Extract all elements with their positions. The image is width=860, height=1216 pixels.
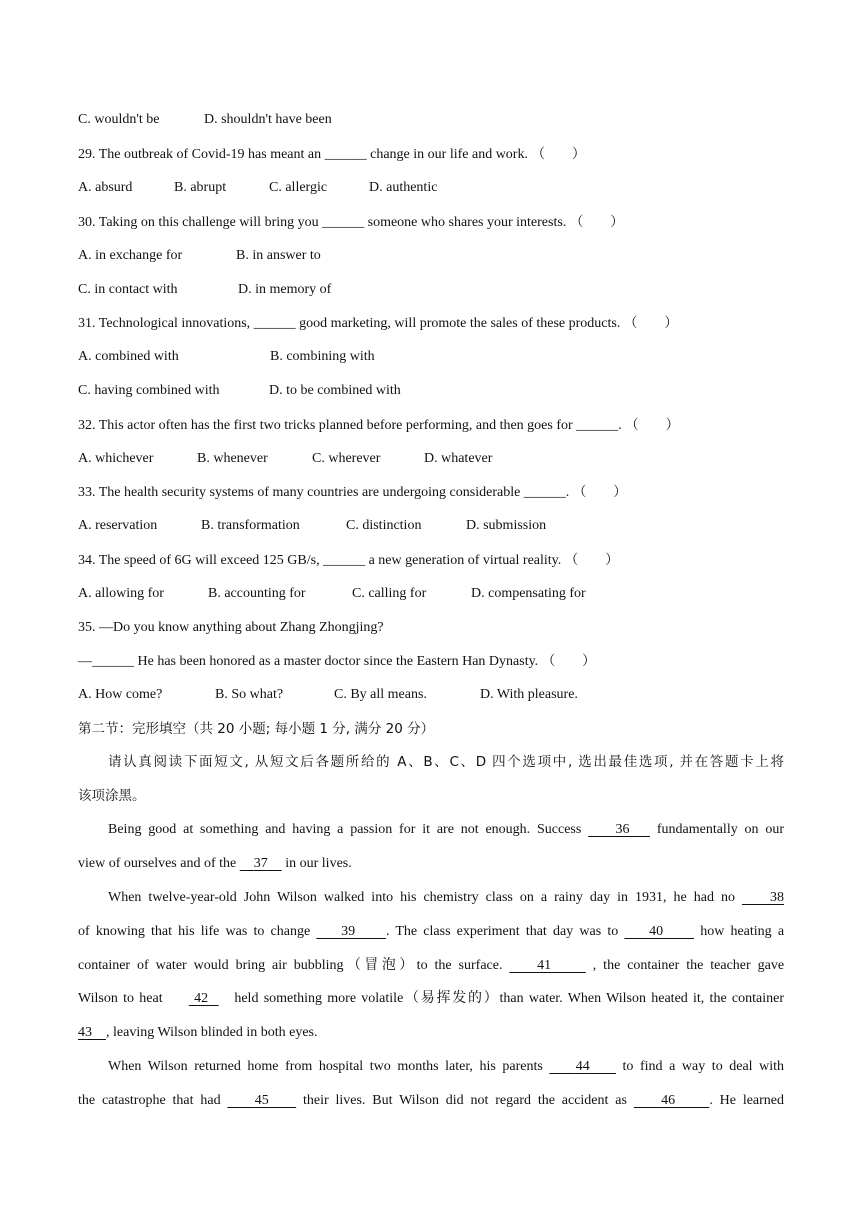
option: B. accounting for	[208, 586, 306, 601]
question-29-options	[78, 179, 437, 197]
blank-37	[240, 856, 282, 871]
blank-number: 43	[78, 1025, 92, 1040]
blank-36	[588, 822, 650, 837]
passage-line	[108, 821, 784, 839]
passage-text: . He learned	[709, 1093, 785, 1108]
passage-text: Being good at something and having a passion for it are not enough. Success	[108, 822, 582, 837]
option: A. How come?	[78, 687, 163, 702]
option: D. compensating for	[471, 586, 586, 601]
question-32-stem	[78, 416, 679, 435]
blank-38	[742, 890, 784, 905]
question-35-stem	[78, 619, 384, 637]
option: A. whichever	[78, 451, 154, 466]
passage-text: in our lives.	[285, 856, 352, 871]
option: C. By all means.	[334, 687, 427, 702]
passage-text: their lives. But Wilson did not regard the accident as	[302, 1093, 627, 1108]
blank-number: 41	[537, 958, 552, 973]
passage-line	[78, 923, 784, 941]
q28-options	[78, 111, 332, 129]
blank-number: 45	[254, 1093, 269, 1108]
blank-45	[227, 1093, 296, 1108]
passage-line	[78, 1092, 784, 1110]
passage-line	[78, 855, 352, 873]
answer-paren: （ ）	[625, 417, 680, 433]
blank-41	[509, 958, 585, 973]
blank-44	[549, 1059, 616, 1074]
passage-text: , leaving Wilson blinded in both eyes.	[106, 1025, 318, 1040]
option: B. combining with	[270, 349, 375, 364]
passage-text: held something more volatile（易挥发的）than water. When Wilson heated it, the container	[234, 991, 784, 1006]
option: D. to be combined with	[269, 383, 401, 398]
question-text: 31. Technological innovations, ______ good marketing, will promote the sales of these products.	[78, 316, 621, 331]
option: C. allergic	[269, 180, 328, 195]
blank-40	[624, 924, 694, 939]
answer-paren: （ ）	[569, 214, 624, 230]
passage-text: view of ourselves and of the	[78, 856, 237, 871]
option: A. reservation	[78, 518, 158, 533]
option: C. having combined with	[78, 383, 220, 398]
question-33-options	[78, 517, 546, 535]
option: D. With pleasure.	[480, 687, 578, 702]
section-instructions: 请认真阅读下面短文, 从短文后各题所给的 A、B、C、D 四个选项中, 选出最佳选项, 并在答题卡上将	[108, 754, 784, 770]
passage-text: . The class experiment that day was to	[385, 924, 619, 939]
question-31-options-ab	[78, 348, 375, 366]
passage-text: When Wilson returned home from hospital two months later, his parents	[108, 1059, 543, 1074]
question-34-stem	[78, 551, 619, 570]
passage-text: the catastrophe that had	[78, 1093, 221, 1108]
passage-line	[108, 889, 784, 907]
question-31-stem	[78, 314, 678, 333]
option: A. in exchange for	[78, 248, 183, 263]
option: C. wouldn't be	[78, 112, 160, 127]
answer-paren: （ ）	[572, 484, 627, 500]
blank-number: 46	[661, 1093, 676, 1108]
blank-number: 38	[770, 890, 785, 905]
question-text: —______ He has been honored as a master doctor since the Eastern Han Dynasty.	[78, 654, 539, 669]
blank-43	[78, 1025, 106, 1040]
answer-paren: （ ）	[531, 146, 586, 162]
question-34-options	[78, 585, 586, 603]
blank-number: 36	[615, 822, 630, 837]
question-33-stem	[78, 483, 627, 502]
blank-42	[189, 991, 219, 1006]
blank-46	[634, 1093, 710, 1108]
passage-text: , the container the teacher gave	[592, 958, 785, 973]
option: B. abrupt	[174, 180, 227, 195]
option: D. in memory of	[238, 282, 332, 297]
option: B. whenever	[197, 451, 268, 466]
option: D. authentic	[369, 180, 438, 195]
option: B. in answer to	[236, 248, 321, 263]
question-30-stem	[78, 213, 624, 232]
option: D. shouldn't have been	[204, 112, 332, 127]
blank-number: 39	[341, 924, 356, 939]
passage-line	[108, 1058, 784, 1076]
blank-number: 44	[575, 1059, 590, 1074]
option: D. whatever	[424, 451, 493, 466]
question-text: 35. —Do you know anything about Zhang Zhongjing?	[78, 620, 384, 635]
option: A. absurd	[78, 180, 133, 195]
option: A. combined with	[78, 349, 179, 364]
passage-line	[78, 957, 784, 975]
answer-paren: （ ）	[541, 653, 596, 669]
answer-paren: （ ）	[623, 315, 678, 331]
question-text: 34. The speed of 6G will exceed 125 GB/s, ______ a new generation of virtual reality.	[78, 553, 562, 568]
passage-text: to find a way to deal with	[622, 1059, 785, 1074]
option: B. transformation	[201, 518, 300, 533]
passage-text: Wilson to heat	[78, 991, 163, 1006]
option: C. distinction	[346, 518, 422, 533]
option: A. allowing for	[78, 586, 164, 601]
question-text: 29. The outbreak of Covid-19 has meant an ______ change in our life and work.	[78, 147, 528, 162]
question-35-options	[78, 686, 578, 704]
passage-line	[78, 1024, 317, 1042]
answer-paren: （ ）	[564, 552, 619, 568]
question-31-options-cd	[78, 382, 401, 400]
passage-text: When twelve-year-old John Wilson walked into his chemistry class on a rainy day in 1931, he had no	[108, 890, 735, 905]
blank-39	[316, 924, 386, 939]
section-heading: 第二节：完形填空（共 20 小题; 每小题 1 分, 满分 20 分）	[78, 721, 435, 737]
passage-text: fundamentally on our	[656, 822, 785, 837]
question-text: 32. This actor often has the first two tricks planned before performing, and then goes for ______.	[78, 418, 622, 433]
blank-number: 37	[253, 856, 268, 871]
question-29-stem	[78, 145, 585, 164]
option: B. So what?	[215, 687, 284, 702]
question-text: 30. Taking on this challenge will bring you ______ someone who shares your interests.	[78, 215, 567, 230]
option: C. in contact with	[78, 282, 178, 297]
blank-number: 42	[194, 991, 209, 1006]
option: D. submission	[466, 518, 547, 533]
section-instructions-cont: 该项涂黑。	[78, 788, 146, 804]
passage-line	[78, 990, 784, 1008]
question-35-stem-reply	[78, 652, 596, 671]
question-30-options-ab	[78, 247, 321, 265]
passage-text: how heating a	[700, 924, 785, 939]
option: C. wherever	[312, 451, 381, 466]
passage-text: of knowing that his life was to change	[78, 924, 311, 939]
passage-text: container of water would bring air bubbling（冒泡）to the surface.	[78, 958, 503, 973]
question-32-options	[78, 450, 492, 468]
option: C. calling for	[352, 586, 427, 601]
question-30-options-cd	[78, 281, 331, 299]
blank-number: 40	[649, 924, 664, 939]
question-text: 33. The health security systems of many countries are undergoing considerable ______.	[78, 485, 570, 500]
